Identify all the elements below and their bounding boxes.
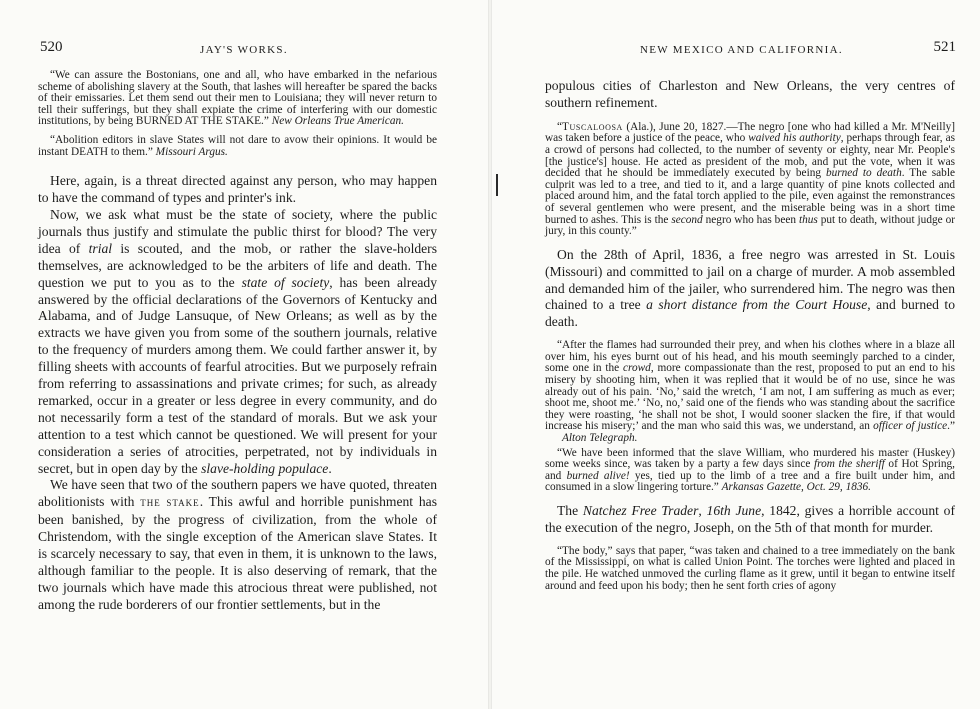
quote-block: “We can assure the Bostonians, one and all, who have embarked in the nefarious scheme of abolishing slavery at the South, that lashes will hereafter be spared the backs of their emissaries. Let them send out their men to Louisiana; they will never return to tell their sufferings, but they shall expiate the crime of interfering with our domestic institutions, by being BURNED AT THE STAKE.” New Orleans True American. bbox=[38, 69, 437, 128]
quote-block: “We have been informed that the slave William, who murdered his master (Huskey) some weeks since, was taken by a party a few days since from the sheriff of Hot Spring, and burned alive! yes, tied up to the limb of a tree and a fire built under him, and consumed in a slow lingering torture.” Arkansas Gazette, Oct. 29, 1836. bbox=[545, 446, 955, 494]
quote-source: Alton Telegraph. bbox=[561, 432, 638, 445]
quote-source: New Orleans True American. bbox=[271, 115, 404, 128]
paragraph: populous cities of Charleston and New Orleans, the very centres of southern refinement. bbox=[545, 78, 955, 110]
quote-block: “Tuscaloosa (Ala.), June 20, 1827.—The negro [one who had killed a Mr. M'Neilly] was taken before a justice of the peace, who waived his authority, perhaps through fear, as a crowd of persons had collected, to the number of seventy or eighty, near Mr. People's [the justice's] house. He acted as president of the mob, and put the vote, when it was decided that he should be immediately executed by being burned to death. The sable culprit was led to a tree, and tied to it, and a large quantity of pine knots collected and placed around him, and the fatal torch applied to the pile, even against the remonstrances of several gentlemen who were present, and the miserable being was in a short time burned to ashes. This is the second negro who has been thus put to death, without judge or jury, in this county.” bbox=[545, 120, 955, 238]
running-head: NEW MEXICO AND CALIFORNIA. bbox=[640, 44, 843, 56]
paragraph: The Natchez Free Trader, 16th June, 1842, gives a horrible account of the execution of the negro, Joseph, on the 5th of that month for murder. bbox=[545, 503, 955, 535]
quote-source: Missouri Argus. bbox=[155, 145, 228, 158]
page-number: 521 bbox=[933, 39, 956, 55]
quote-block: “Abolition editors in slave States will not dare to avow their opinions. It would be instant DEATH to them.” Missouri Argus. bbox=[38, 133, 437, 158]
running-head: JAY'S WORKS. bbox=[200, 44, 288, 56]
right-text-column bbox=[545, 78, 955, 592]
left-text-column bbox=[38, 70, 437, 614]
right-page bbox=[490, 0, 980, 709]
quote-block: “The body,” says that paper, “was taken and chained to a tree immediately on the bank of the Mississippi, on what is called Union Point. The torches were lighted and placed in the pile. He watched unmoved the curling flame as it grew, until it began to entwine itself around and feed upon his body; then he sent forth cries of agony bbox=[545, 544, 955, 592]
paragraph: On the 28th of April, 1836, a free negro was arrested in St. Louis (Missouri) and committed to jail on a charge of murder. A mob assembled and demanded him of the jailer, who surrendered him. The negro was then chained to a tree a short distance from the Court House, and burned to death. bbox=[545, 246, 956, 330]
paragraph: Here, again, is a threat directed against any person, who may happen to have the command of types and printer's ink. bbox=[38, 173, 437, 206]
quote-block: “After the flames had surrounded their prey, and when his clothes where in a blaze all over him, his eyes burnt out of his head, and his mouth seemingly parched to a cinder, some one in the crowd, more compassionate than the rest, proposed to put an end to his misery by shooting him, when it was replied that it would be of no use, since he was already out of his pain. ‘No,’ said the wretch, ‘I am not, I am suffering as much as ever; shoot me, shoot me.’ ‘No, no,’ said one of the fiends who was standing about the sacrifice they were roasting, ‘he shall not be shot, I would sooner slacken the fire, if that would increase his misery;’ and the man who said this was, we understand, an officer of justice.” Alton Telegraph. bbox=[545, 339, 956, 445]
paragraph: We have seen that two of the southern papers we have quoted, threaten abolitionists with THE STAKE. This awful and horrible punishment has been banished, by the progress of civilization, from the whole of Christendom, with the single exception of the American slave States. It is scarcely necessary to say, that even in them, it is unknown to the laws, although familiar to the people. It is also deserving of remark, that the two journals which have made this atrocious threat were published, not among the rude borderers of our frontier settlements, but in the bbox=[38, 477, 437, 612]
page-number: 520 bbox=[40, 39, 63, 55]
paragraph: Now, we ask what must be the state of society, where the public journals thus justify and stimulate the public thirst for blood? The very idea of trial is scouted, and the mob, or rather the slave-holders themselves, are acknowledged to be the arbiters of life and death. The question we put to you as to the state of society, has been already answered by the official declarations of the Governors of Kentucky and Alabama, and of Judge Lansuque, of New Orleans; as well as by the extracts we have given you from some of the southern journals, relative to the frequency of murders among them. We could farther answer it, by filling sheets with accounts of fearful atrocities. But we purposely refrain from referring to assassinations and private crimes; for such, as already remarked, occur in a greater or less degree in every community, and do not necessarily form a test of the standard of morals. But we ask your attention to a test which cannot be questioned. We will present for your consideration a series of atrocities, perpetrated, not by individuals in secret, but in open day by the slave-holding populace. bbox=[38, 206, 437, 476]
quote-source: Arkansas Gazette, Oct. 29, 1836. bbox=[721, 481, 871, 494]
